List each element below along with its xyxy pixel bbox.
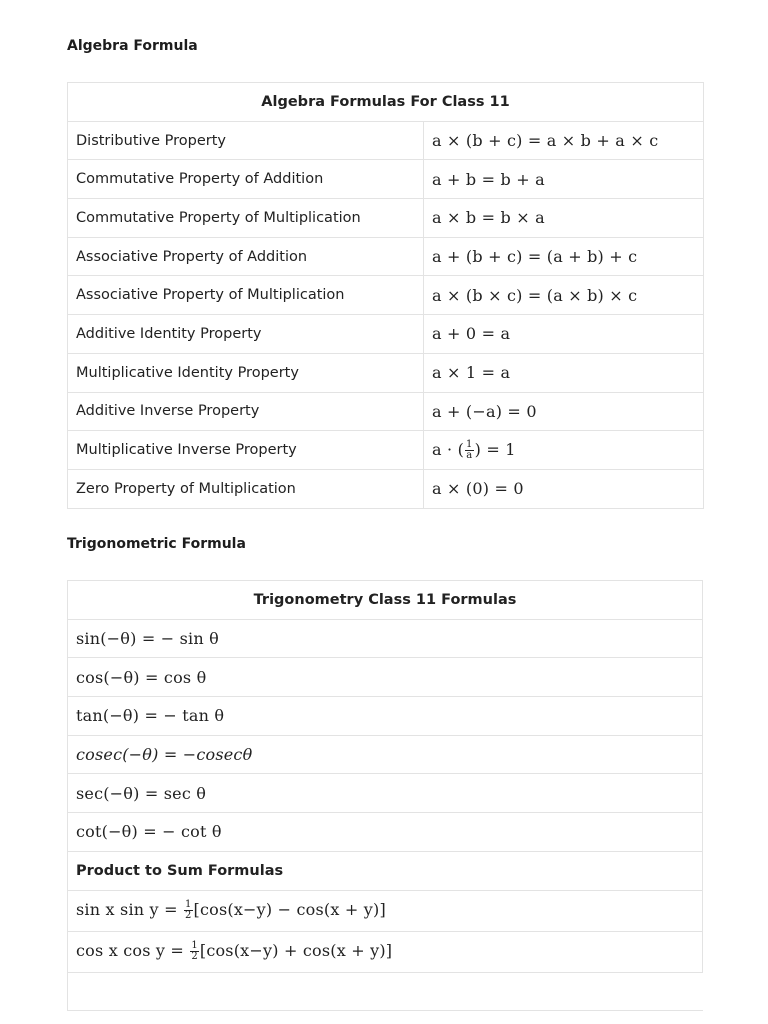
- trig-formulas-table: [67, 580, 703, 1011]
- property-formula: a × (0) = 0: [424, 469, 704, 508]
- formula-part: cos x cos y =: [76, 941, 190, 960]
- property-formula: a + b = b + a: [424, 160, 704, 199]
- property-name: Additive Identity Property: [68, 315, 424, 354]
- trig-formula: cosec(−θ) = −cosecθ: [68, 735, 703, 774]
- formula-part: [cos(x−y) + cos(x + y)]: [199, 941, 393, 960]
- fraction: [190, 941, 199, 962]
- trig-formula: [68, 931, 703, 972]
- algebra-formulas-table: [67, 82, 704, 509]
- formula-part: sin x sin y =: [76, 900, 183, 919]
- fraction-denominator: a: [466, 449, 473, 461]
- property-name: Additive Inverse Property: [68, 392, 424, 431]
- table-row: [68, 851, 703, 890]
- property-name: Associative Property of Multiplication: [68, 276, 424, 315]
- table-row-partial: [68, 972, 703, 1011]
- table-row: [68, 890, 703, 931]
- table-row: [68, 774, 703, 813]
- table-row: [68, 160, 704, 199]
- property-name: Zero Property of Multiplication: [68, 469, 424, 508]
- property-formula: a + (−a) = 0: [424, 392, 704, 431]
- trig-formula: sec(−θ) = sec θ: [68, 774, 703, 813]
- table-row: [68, 813, 703, 852]
- property-formula: a + (b + c) = (a + b) + c: [424, 237, 704, 276]
- trig-formula: sin(−θ) = − sin θ: [68, 619, 703, 658]
- empty-cell: [68, 972, 703, 1011]
- fraction-numerator: 1: [184, 899, 192, 910]
- property-name: Distributive Property: [68, 121, 424, 160]
- trig-formula: cos(−θ) = cos θ: [68, 658, 703, 697]
- fraction: [184, 900, 193, 921]
- fraction-denominator: 2: [184, 910, 192, 921]
- table-row: [68, 121, 704, 160]
- formula-part: a · (: [432, 439, 465, 459]
- table-row: [68, 619, 703, 658]
- table-row: [68, 276, 704, 315]
- fraction-numerator: 1: [466, 438, 473, 450]
- trig-section-heading: Trigonometric Formula: [67, 536, 246, 552]
- property-name: Commutative Property of Multiplication: [68, 199, 424, 238]
- table-row: [68, 353, 704, 392]
- algebra-table-title: Algebra Formulas For Class 11: [68, 83, 704, 122]
- table-row: [68, 658, 703, 697]
- table-row: [68, 431, 704, 470]
- table-row: [68, 931, 703, 972]
- formula-part: ) = 1: [474, 439, 516, 459]
- property-formula: a × b = b × a: [424, 199, 704, 238]
- algebra-section-heading: Algebra Formula: [67, 38, 198, 54]
- property-name: Multiplicative Inverse Property: [68, 431, 424, 470]
- property-formula: a × (b × c) = (a × b) × c: [424, 276, 704, 315]
- table-header-row: [68, 581, 703, 620]
- property-formula: [424, 431, 704, 470]
- formula-part: [cos(x−y) − cos(x + y)]: [193, 900, 386, 919]
- fraction-numerator: 1: [191, 940, 198, 951]
- trig-formula: [68, 890, 703, 931]
- property-formula: a + 0 = a: [424, 315, 704, 354]
- trig-table-title: Trigonometry Class 11 Formulas: [68, 581, 703, 620]
- table-header-row: [68, 83, 704, 122]
- table-row: [68, 735, 703, 774]
- table-row: [68, 199, 704, 238]
- product-to-sum-subheading: Product to Sum Formulas: [68, 851, 703, 890]
- table-row: [68, 469, 704, 508]
- property-formula: a × (b + c) = a × b + a × c: [424, 121, 704, 160]
- property-name: Associative Property of Addition: [68, 237, 424, 276]
- table-row: [68, 315, 704, 354]
- table-row: [68, 697, 703, 736]
- fraction-denominator: 2: [191, 951, 198, 962]
- table-row: [68, 237, 704, 276]
- property-formula: a × 1 = a: [424, 353, 704, 392]
- trig-formula: cot(−θ) = − cot θ: [68, 813, 703, 852]
- property-name: Multiplicative Identity Property: [68, 353, 424, 392]
- fraction: [465, 440, 474, 461]
- trig-formula: tan(−θ) = − tan θ: [68, 697, 703, 736]
- property-name: Commutative Property of Addition: [68, 160, 424, 199]
- table-row: [68, 392, 704, 431]
